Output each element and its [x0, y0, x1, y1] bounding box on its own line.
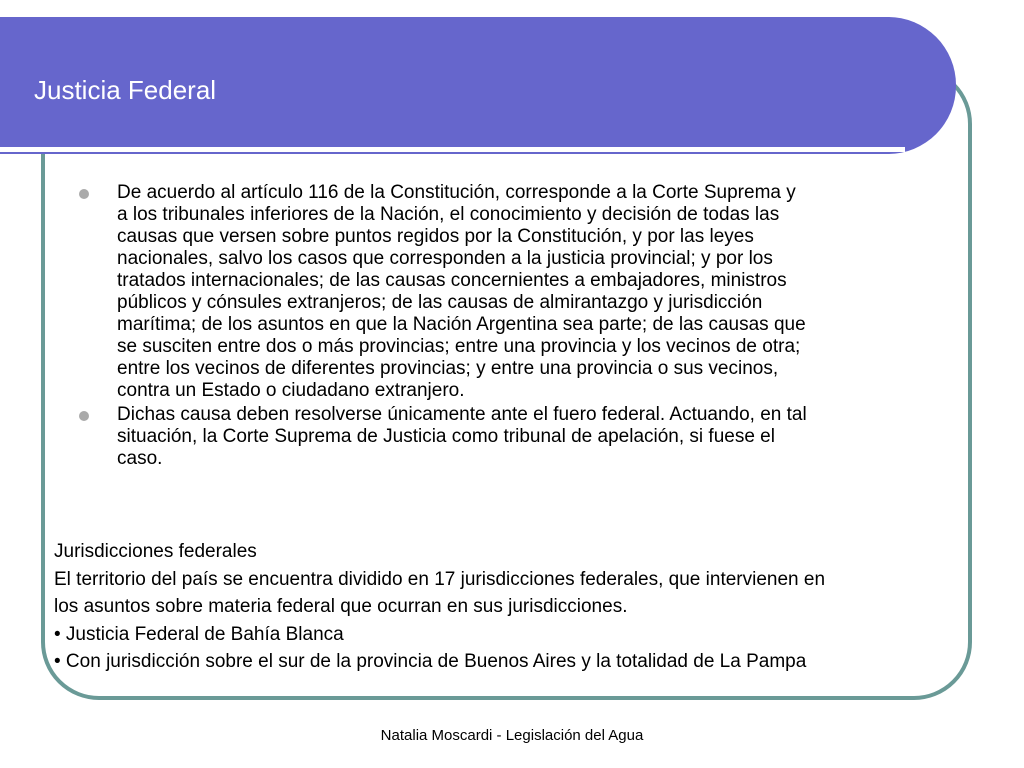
title-underline: [0, 147, 905, 152]
jurisdictions-heading: Jurisdicciones federales: [54, 541, 257, 562]
title-bar: [0, 17, 956, 154]
bullet-list: [74, 182, 954, 472]
bullet-line: a los tribunales inferiores de la Nación, el conocimiento y decisión de todas las: [117, 204, 780, 225]
bullet-line: contra un Estado o ciudadano extranjero.: [117, 380, 465, 401]
paragraph-line: los asuntos sobre materia federal que ocurran en sus jurisdicciones.: [54, 596, 628, 617]
bullet-item: [74, 404, 954, 470]
bullet-item: [74, 182, 954, 402]
paragraph-line: El territorio del país se encuentra dividido en 17 jurisdicciones federales, que intervienen en: [54, 568, 826, 590]
footer: Natalia Moscardi - Legislación del Agua: [380, 727, 644, 744]
bullet-line: nacionales, salvo los casos que corresponden a la justicia provincial; y por los: [117, 248, 773, 269]
bullet-line: públicos y cónsules extranjeros; de las causas de almirantazgo y jurisdicción: [117, 292, 763, 313]
bullet-line: causas que versen sobre puntos regidos por la Constitución, y por las leyes: [117, 226, 754, 247]
bullet-dot-icon: [79, 411, 89, 421]
bullet-dot-icon: [79, 189, 89, 199]
bullet-line: tratados internacionales; de las causas concernientes a embajadores, ministros: [117, 270, 787, 291]
bullet-line: se susciten entre dos o más provincias; entre una provincia y los vecinos de otra;: [117, 336, 801, 357]
list-item: • Con jurisdicción sobre el sur de la provincia de Buenos Aires y la totalidad de La Pampa: [54, 651, 807, 672]
bullet-line: De acuerdo al artículo 116 de la Constitución, corresponde a la Corte Suprema y: [117, 182, 796, 203]
bullet-line: situación, la Corte Suprema de Justicia como tribunal de apelación, si fuese el: [117, 426, 775, 447]
list-item: • Justicia Federal de Bahía Blanca: [54, 623, 344, 645]
bullet-text: [117, 404, 954, 470]
bullet-line: caso.: [117, 448, 163, 469]
jurisdictions-text: [54, 538, 989, 676]
bullet-line: marítima; de los asuntos en que la Nación Argentina sea parte; de las causas que: [117, 314, 806, 335]
bullet-text: [117, 182, 954, 402]
slide-title: Justicia Federal: [34, 75, 217, 105]
bullet-line: entre los vecinos de diferentes provincias; y entre una provincia o sus vecinos,: [117, 358, 779, 379]
bullet-line: Dichas causa deben resolverse únicamente ante el fuero federal. Actuando, en tal: [117, 404, 807, 425]
